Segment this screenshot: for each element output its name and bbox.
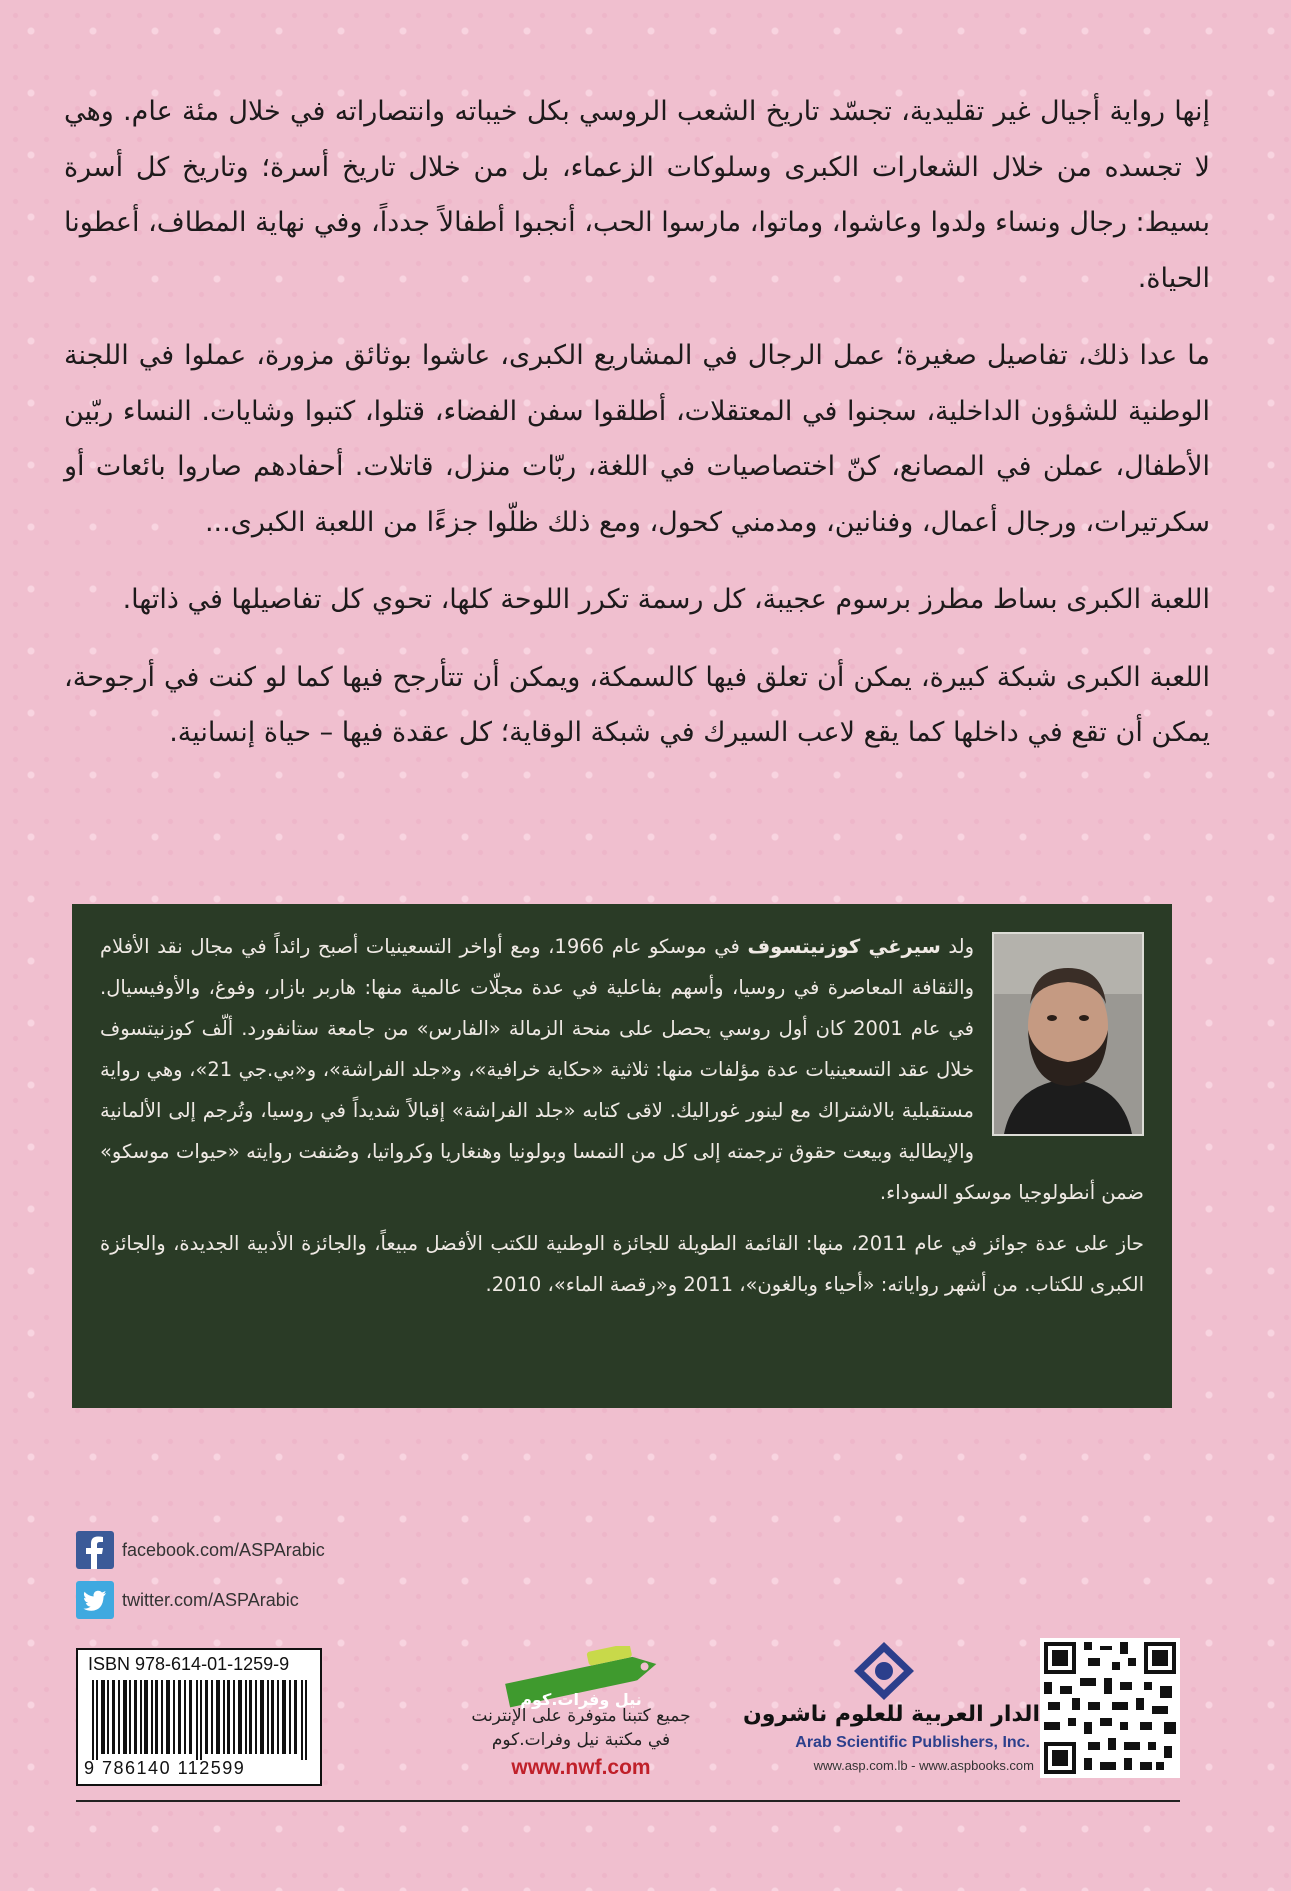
author-bio-box bbox=[72, 904, 1172, 1408]
publisher-name-ar: الدار العربية للعلوم ناشرون bbox=[742, 1702, 1040, 1727]
isbn-barcode bbox=[76, 1648, 322, 1786]
bio-paragraph-1: ولد سيرغي كوزنيتسوف في موسكو عام 1966، ومع أواخر التسعينيات أصبح رائداً في مجال نقد الأفلام والثقافة المعاصرة في روسيا، وأسهم بفاعلية في عدة مجلّات عالمية منها: هاربر بازار، وفوغ، والأوفيسيال. في عام 2001 كان أول روسي يحصل على منحة الزمالة «الفارس» من جامعة ستانفورد. ألّف كوزنيتسوف خلال عقد التسعينيات عدة مؤلفات منها: ثلاثية «حكاية خرافية»، و«جلد الفراشة»، و«بي.جي 21»، وهي رواية مستقبلية بالاشتراك مع لينور غوراليك. لاقى كتابه «جلد الفراشة» إقبالاً شديداً في روسيا، وتُرجم إلى الألمانية والإيطالية وبيعت حقوق ترجمته إلى كل من النمسا وبولونيا وهنغاريا وكرواتيا، وصُنفت روايته «حيوات موسكو» ضمن أنطولوجيا موسكو السوداء. bbox=[100, 935, 1144, 1204]
twitter-link[interactable] bbox=[76, 1582, 299, 1618]
back-cover-blurb bbox=[64, 84, 1210, 783]
blurb-paragraph-3: اللعبة الكبرى بساط مطرز برسوم عجيبة، كل رسمة تكرر اللوحة كلها، تحوي كل تفاصيلها في ذاتها. bbox=[122, 584, 1210, 615]
isbn-label: ISBN 978-614-01-1259-9 bbox=[88, 1654, 290, 1674]
nwf-promo bbox=[436, 1646, 726, 1786]
publisher-logo-icon bbox=[852, 1640, 916, 1702]
bio-paragraph-2: حاز على عدة جوائز في عام 2011، منها: القائمة الطويلة للجائزة الوطنية للكتب الأفضل مبيعاً، والجائزة الأدبية الجديدة، والجائزة الكبرى للكتاب. من أشهر رواياته: «أحياء وبالغون»، 2011 و«رقصة الماء»، 2010. bbox=[100, 1232, 1144, 1296]
facebook-url: facebook.com/ASPArabic bbox=[122, 1539, 325, 1560]
twitter-icon bbox=[76, 1581, 114, 1619]
facebook-link[interactable] bbox=[76, 1532, 325, 1568]
qr-code-icon bbox=[1040, 1638, 1180, 1778]
nwf-tag-label: نيل وفرات.كوم bbox=[520, 1690, 642, 1709]
nwf-line-1: جميع كتبنا متوفرة على الإنترنت bbox=[471, 1706, 691, 1726]
blurb-paragraph-2: ما عدا ذلك، تفاصيل صغيرة؛ عمل الرجال في المشاريع الكبرى، عاشوا بوثائق مزورة، عملوا في اللجنة الوطنية للشؤون الداخلية، سجنوا في المعتقلات، أطلقوا سفن الفضاء، قتلوا، كتبوا وشايات. النساء ربّين الأطفال، عملن في المصانع، كنّ اختصاصيات في اللغة، ربّات منزل، قاتلات. أحفادهم صاروا بائعات أو سكرتيرات، ورجال أعمال، وفنانين، ومدمني كحول، ومع ذلك ظلّوا جزءًا من اللعبة الكبرى... bbox=[64, 340, 1210, 538]
blurb-paragraph-1: إنها رواية أجيال غير تقليدية، تجسّد تاريخ الشعب الروسي بكل خيباته وانتصاراته في خلال مئة عام. وهي لا تجسده من خلال الشعارات الكبرى وسلوكات الزعماء، بل من خلال تاريخ أسرة؛ وتاريخ كل أسرة بسيط: رجال ونساء ولدوا وعاشوا، وماتوا، مارسوا الحب، أنجبوا أطفالاً جدداً، وفي نهاية المطاف، أعطونا الحياة. bbox=[64, 96, 1210, 294]
twitter-url: twitter.com/ASPArabic bbox=[122, 1589, 299, 1610]
publisher-web[interactable]: www.asp.com.lb - www.aspbooks.com bbox=[813, 1758, 1034, 1773]
nwf-url[interactable]: www.nwf.com bbox=[511, 1756, 651, 1779]
publisher-block bbox=[740, 1640, 1040, 1790]
bottom-divider bbox=[76, 1800, 1180, 1802]
author-photo bbox=[992, 932, 1144, 1136]
nwf-line-2: في مكتبة نيل وفرات.كوم bbox=[491, 1730, 671, 1750]
barcode-icon bbox=[92, 1680, 308, 1760]
facebook-icon bbox=[76, 1531, 114, 1569]
blurb-paragraph-4: اللعبة الكبرى شبكة كبيرة، يمكن أن تعلق فيها كالسمكة، ويمكن أن تتأرجح فيها كما لو كنت في أرجوحة، يمكن أن تقع في داخلها كما يقع لاعب السيرك في شبكة الوقاية؛ كل عقدة فيها – حياة إنسانية. bbox=[64, 661, 1210, 748]
barcode-digits: 9 786140 112599 bbox=[84, 1758, 246, 1778]
author-name: سيرغي كوزنيتسوف bbox=[747, 935, 941, 958]
publisher-name-en: Arab Scientific Publishers, Inc. bbox=[795, 1734, 1030, 1751]
qr-code bbox=[1040, 1638, 1180, 1778]
